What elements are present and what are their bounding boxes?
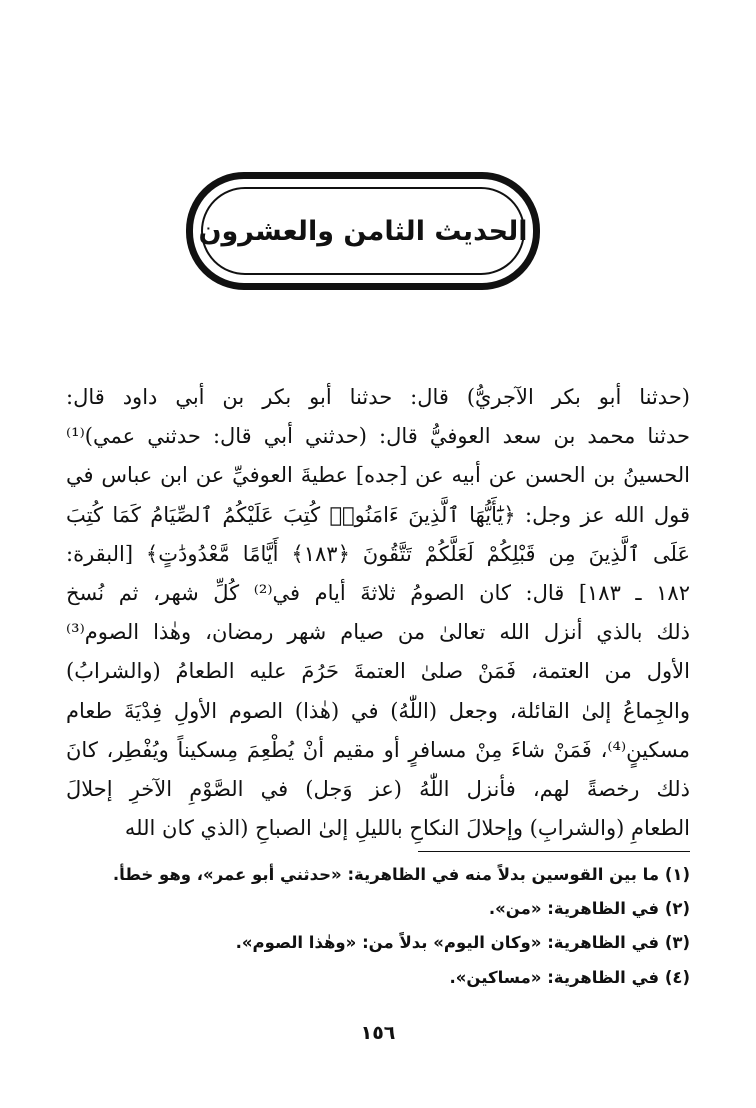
footnote-item: (١) ما بين القوسين بدلاً منه في الظاهرية: «حدثني أبو عمر»، وهو خطأ. bbox=[112, 865, 690, 884]
footnote-item: (٤) في الظاهرية: «مساكين». bbox=[449, 967, 690, 987]
chapter-title-inner-frame bbox=[198, 187, 528, 275]
chapter-title: الحديث الثامن والعشرون bbox=[198, 215, 528, 247]
text-line: والجِماعُ إلىٰ القائلة، وجعل (اللّٰهُ) في (هٰذا) الصوم الأولِ فِدْيَةَ طعام bbox=[66, 698, 690, 723]
footnote-item: (٣) في الظاهرية: «وكان اليوم» بدلاً من: «وهٰذا الصوم». bbox=[235, 933, 690, 953]
footnote-divider bbox=[418, 851, 690, 852]
footnote-item: (٢) في الظاهرية: «من». bbox=[488, 899, 690, 919]
text-line: حدثنا محمد بن سعد العوفيُّ قال: (حدثني أبي قال: حدثني عمي)⁽¹⁾ bbox=[66, 424, 690, 449]
text-line: ذلك بالذي أنزل الله تعالىٰ من صيام شهر رمضان، وهٰذا الصوم⁽³⁾ bbox=[66, 620, 690, 645]
chapter-title-frame bbox=[186, 172, 540, 290]
text-line: الطعامِ (والشرابِ) وإحلالَ النكاحِ بالليلِ إلىٰ الصباحِ (الذي كان الله bbox=[124, 816, 690, 841]
page-number: ١٥٦ bbox=[360, 1022, 396, 1044]
text-line: (حدثنا أبو بكر الآجريُّ) قال: حدثنا أبو بكر بن أبي داود قال: bbox=[66, 385, 690, 409]
text-line: الأول من العتمة، فَمَنْ صلىٰ العتمةَ حَرُمَ عليه الطعامُ (والشرابُ) bbox=[66, 659, 690, 684]
text-line: عَلَى ٱلَّذِينَ مِن قَبْلِكُمْ لَعَلَّكُمْ تَتَّقُونَ ﴿١٨٣﴾ أَيَّامًا مَّعْدُودَٰتٍ﴾ [البقرة: bbox=[66, 541, 690, 566]
text-line: ذلك رخصةً لهم، فأنزل اللّٰهُ (عز وَجل) في الصَّوْمِ الآخرِ إحلالَ bbox=[66, 776, 690, 801]
text-line: ١٨٢ ـ ١٨٣] قال: كان الصومُ ثلاثةَ أيام في⁽²⁾ كُلِّ شهر، ثم نُسخ bbox=[66, 580, 690, 605]
text-line: الحسينُ بن الحسن عن أبيه عن [جده] عطيةَ العوفيِّ عن ابن عباس في bbox=[66, 463, 690, 488]
hadith-text bbox=[66, 378, 690, 848]
text-line: قول الله عز وجل: ﴿يَٰٓأَيُّهَا ٱلَّذِينَ ءَامَنُوا۟ كُتِبَ عَلَيْكُمُ ٱلصِّيَامُ كَمَا كُتِبَ bbox=[66, 502, 690, 527]
text-line: مسكينٍ⁽⁴⁾، فَمَنْ شاءَ مِنْ مسافرٍ أو مقيم أنْ يُطْعِمَ مِسكيناً ويُفْطِر، كانَ bbox=[66, 737, 690, 762]
footnotes-list bbox=[66, 858, 690, 995]
